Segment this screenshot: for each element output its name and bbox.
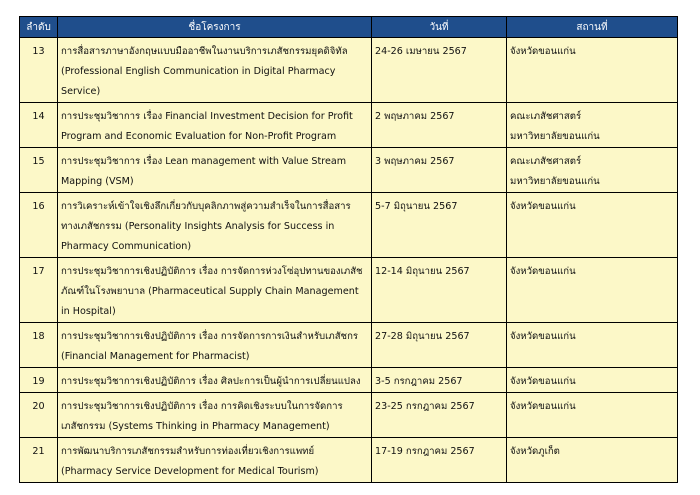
project-name-cell [58,258,372,323]
project-name-cell [58,193,372,258]
table-row [20,103,678,148]
venue-line: คณะเภสัชศาสตร์ [510,156,582,167]
project-name-line: (Pharmacy Service Development for Medical Tourism) [61,466,319,477]
table-row [20,148,678,193]
date-cell: 2 พฤษภาคม 2567 [372,103,507,148]
venue-cell [507,258,678,323]
venue-line: มหาวิทยาลัยขอนแก่น [510,176,600,187]
project-name-line: Program and Economic Evaluation for Non-Profit Program [61,131,337,142]
venue-cell [507,323,678,368]
row-number: 13 [20,38,58,103]
project-name-cell [58,103,372,148]
date-cell: 3 พฤษภาคม 2567 [372,148,507,193]
project-name-line: (Professional English Communication in Digital Pharmacy [61,66,336,77]
venue-line: จังหวัดขอนแก่น [510,201,576,212]
venue-cell [507,393,678,438]
row-number: 19 [20,368,58,393]
table-row [20,438,678,483]
row-number: 21 [20,438,58,483]
project-name-cell [58,38,372,103]
training-schedule-table [19,16,678,483]
header-row [20,17,678,38]
project-name-line: การประชุมวิชาการเชิงปฏิบัติการ เรื่อง การคิดเชิงระบบในการจัดการ [61,401,343,412]
venue-cell [507,438,678,483]
venue-line: จังหวัดขอนแก่น [510,46,576,57]
table-row [20,258,678,323]
date-cell: 3-5 กรกฎาคม 2567 [372,368,507,393]
venue-line: คณะเภสัชศาสตร์ [510,111,582,122]
table-row [20,193,678,258]
venue-line: จังหวัดขอนแก่น [510,266,576,277]
project-name-line: Pharmacy Communication) [61,241,192,252]
venue-line: จังหวัดภูเก็ต [510,446,560,457]
date-cell: 5-7 มิถุนายน 2567 [372,193,507,258]
row-number: 16 [20,193,58,258]
row-number: 14 [20,103,58,148]
date-cell: 17-19 กรกฎาคม 2567 [372,438,507,483]
venue-cell [507,148,678,193]
table-row [20,323,678,368]
venue-cell [507,368,678,393]
header-no: ลำดับ [20,17,58,38]
table-row [20,368,678,393]
project-name-cell [58,368,372,393]
venue-line: จังหวัดขอนแก่น [510,331,576,342]
project-name-line: การประชุมวิชาการ เรื่อง Financial Investment Decision for Profit [61,111,353,122]
row-number: 17 [20,258,58,323]
project-name-line: (Financial Management for Pharmacist) [61,351,250,362]
project-name-cell [58,323,372,368]
project-name-cell [58,148,372,193]
venue-line: มหาวิทยาลัยขอนแก่น [510,131,600,142]
project-name-line: การประชุมวิชาการเชิงปฏิบัติการ เรื่อง ศิลปะการเป็นผู้นำการเปลี่ยนแปลง [61,376,361,387]
header-project-name: ชื่อโครงการ [58,17,372,38]
project-name-line: การประชุมวิชาการเชิงปฏิบัติการ เรื่อง การจัดการการเงินสำหรับเภสัชกร [61,331,359,342]
header-date: วันที่ [372,17,507,38]
row-number: 18 [20,323,58,368]
project-name-cell [58,438,372,483]
date-cell: 12-14 มิถุนายน 2567 [372,258,507,323]
venue-cell [507,103,678,148]
project-name-line: การพัฒนาบริการเภสัชกรรมสำหรับการท่องเที่ยวเชิงการแพทย์ [61,446,315,457]
project-name-line: ภัณฑ์ในโรงพยาบาล (Pharmaceutical Supply Chain Management [61,286,359,297]
project-name-line: in Hospital) [61,306,116,317]
row-number: 20 [20,393,58,438]
table-row [20,38,678,103]
venue-line: จังหวัดขอนแก่น [510,401,576,412]
row-number: 15 [20,148,58,193]
date-cell: 24-26 เมษายน 2567 [372,38,507,103]
venue-line: จังหวัดขอนแก่น [510,376,576,387]
project-name-line: การประชุมวิชาการ เรื่อง Lean management with Value Stream [61,156,347,167]
venue-cell [507,38,678,103]
table-row [20,393,678,438]
date-cell: 27-28 มิถุนายน 2567 [372,323,507,368]
header-venue: สถานที่ [507,17,678,38]
project-name-line: Service) [61,86,101,97]
project-name-line: การวิเคราะห์เข้าใจเชิงลึกเกี่ยวกับบุคลิกภาพสู่ความสำเร็จในการสื่อสาร [61,201,351,212]
project-name-line: การประชุมวิชาการเชิงปฏิบัติการ เรื่อง การจัดการห่วงโซ่อุปทานของเภสัช [61,266,363,277]
date-cell: 23-25 กรกฎาคม 2567 [372,393,507,438]
project-name-line: Mapping (VSM) [61,176,134,187]
project-name-line: เภสัชกรรม (Systems Thinking in Pharmacy Management) [61,421,330,432]
project-name-line: ทางเภสัชกรรม (Personality Insights Analysis for Success in [61,221,335,232]
project-name-line: การสื่อสารภาษาอังกฤษแบบมืออาชีพในงานบริการเภสัชกรรมยุคดิจิทัล [61,46,348,57]
project-name-cell [58,393,372,438]
venue-cell [507,193,678,258]
